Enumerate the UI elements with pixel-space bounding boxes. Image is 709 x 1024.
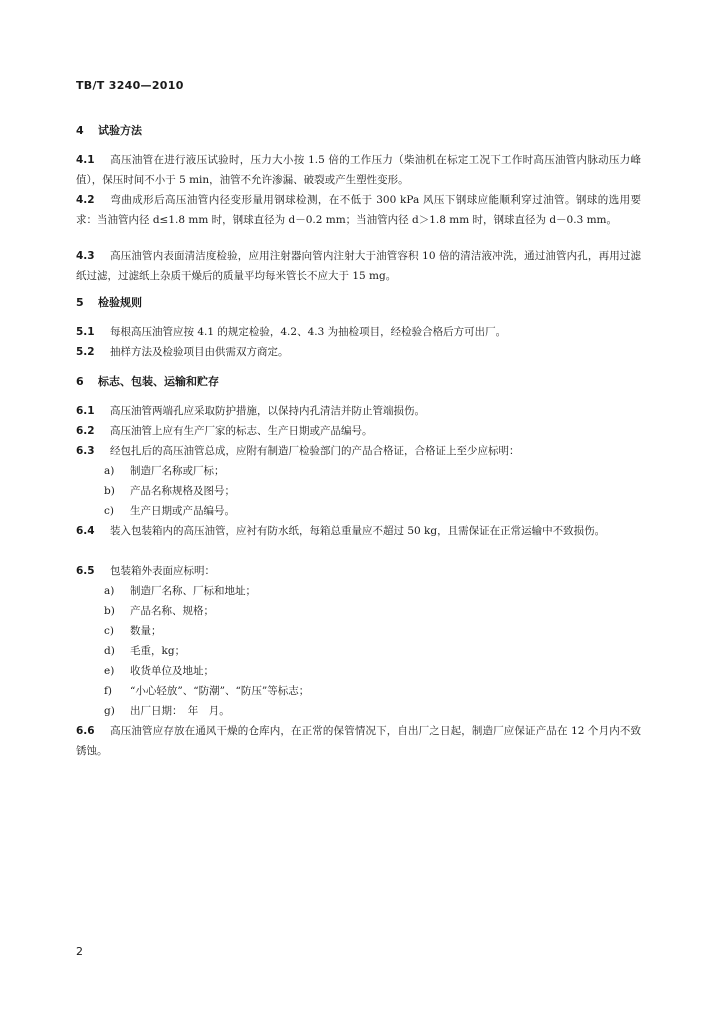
list-text: 制造厂名称、厂标和地址；	[130, 585, 256, 597]
list-marker: f)	[104, 685, 112, 697]
list-marker: a)	[104, 585, 115, 597]
list-item	[104, 501, 235, 521]
list-marker: d)	[104, 645, 115, 657]
list-text: 生产日期或产品编号。	[130, 505, 235, 517]
clause-number: 6.3	[76, 445, 95, 457]
clause-text: 高压油管上应有生产厂家的标志、生产日期或产品编号。	[110, 425, 373, 437]
clause-4-1	[76, 150, 641, 190]
section-number: 5	[76, 296, 84, 309]
list-text: 收货单位及地址；	[130, 665, 214, 677]
list-item	[104, 701, 230, 721]
clause-text: 装入包装箱内的高压油管，应衬有防水纸，每箱总重量应不超过 50 kg，且需保证在正常运输中不致损伤。	[110, 525, 606, 537]
clause-4-3	[76, 246, 641, 286]
clause-5-2	[76, 342, 641, 362]
list-marker: a)	[104, 465, 115, 477]
clause-text: 包装箱外表面应标明：	[110, 565, 215, 577]
clause-6-1	[76, 401, 641, 421]
list-text: “小心轻放”、“防潮”、“防压”等标志；	[130, 685, 310, 697]
list-item	[104, 621, 162, 641]
list-marker: e)	[104, 665, 115, 677]
section-4-heading	[76, 122, 142, 138]
clause-text: 高压油管两端孔应采取防护措施，以保持内孔清洁并防止管端损伤。	[110, 405, 425, 417]
clause-5-1	[76, 322, 641, 342]
list-text: 毛重，kg；	[130, 645, 186, 657]
clause-6-5	[76, 561, 641, 581]
list-text: 出厂日期： 年 月。	[130, 705, 230, 717]
section-number: 6	[76, 375, 84, 388]
clause-number: 6.6	[76, 725, 95, 737]
clause-number: 4.3	[76, 250, 95, 262]
list-item	[104, 481, 235, 501]
clause-6-3	[76, 441, 641, 461]
list-text: 数量；	[130, 625, 162, 637]
clause-text: 经包扎后的高压油管总成，应附有制造厂检验部门的产品合格证，合格证上至少应标明：	[110, 445, 520, 457]
section-title: 试验方法	[98, 124, 142, 137]
clause-number: 5.2	[76, 346, 95, 358]
list-text: 产品名称规格及图号；	[130, 485, 235, 497]
page-number: 2	[76, 945, 83, 958]
clause-number: 6.1	[76, 405, 95, 417]
list-item	[104, 461, 225, 481]
clause-text: 抽样方法及检验项目由供需双方商定。	[110, 346, 289, 358]
section-5-heading	[76, 294, 142, 310]
clause-6-4	[76, 521, 641, 541]
clause-number: 6.2	[76, 425, 95, 437]
section-6-heading	[76, 373, 219, 389]
list-marker: c)	[104, 625, 114, 637]
clause-text: 每根高压油管应按 4.1 的规定检验，4.2、4.3 为抽检项目，经检验合格后方可出厂。	[110, 326, 507, 338]
section-number: 4	[76, 124, 84, 137]
list-marker: b)	[104, 485, 115, 497]
clause-text: 高压油管应存放在通风干燥的仓库内，在正常的保管情况下，自出厂之日起，制造厂应保证产品在 12 个月内不致锈蚀。	[76, 725, 641, 757]
clause-text: 弯曲成形后高压油管内径变形量用钢球检测，在不低于 300 kPa 风压下钢球应能顺利穿过油管。钢球的选用要求：当油管内径 d≤1.8 mm 时，钢球直径为 d－0.2 mm；当油管内径 d＞1.8 mm 时，钢球直径为 d－0.3 mm。	[76, 194, 641, 226]
standard-code: TB/T 3240—2010	[76, 79, 184, 92]
list-item	[104, 601, 214, 621]
clause-6-6	[76, 721, 641, 761]
clause-number: 6.5	[76, 565, 95, 577]
clause-number: 6.4	[76, 525, 95, 537]
list-text: 产品名称、规格；	[130, 605, 214, 617]
list-item	[104, 641, 185, 661]
list-marker: c)	[104, 505, 114, 517]
list-marker: b)	[104, 605, 115, 617]
list-item	[104, 661, 214, 681]
list-item	[104, 581, 256, 601]
section-title: 检验规则	[98, 296, 142, 309]
clause-4-2	[76, 190, 641, 230]
clause-6-2	[76, 421, 641, 441]
clause-number: 4.2	[76, 194, 95, 206]
list-text: 制造厂名称或厂标；	[130, 465, 225, 477]
clause-text: 高压油管在进行液压试验时，压力大小按 1.5 倍的工作压力（柴油机在标定工况下工作时高压油管内脉动压力峰值），保压时间不小于 5 min，油管不允许渗漏、破裂或产生塑性变形。	[76, 154, 641, 186]
section-title: 标志、包装、运输和贮存	[98, 375, 219, 388]
list-marker: g)	[104, 705, 115, 717]
clause-number: 5.1	[76, 326, 95, 338]
clause-text: 高压油管内表面清洁度检验，应用注射器向管内注射大于油管容积 10 倍的清洁液冲洗，通过油管内孔，再用过滤纸过滤，过滤纸上杂质干燥后的质量平均每米管长不应大于 15 mg。	[76, 250, 641, 282]
clause-number: 4.1	[76, 154, 95, 166]
list-item	[104, 681, 309, 701]
